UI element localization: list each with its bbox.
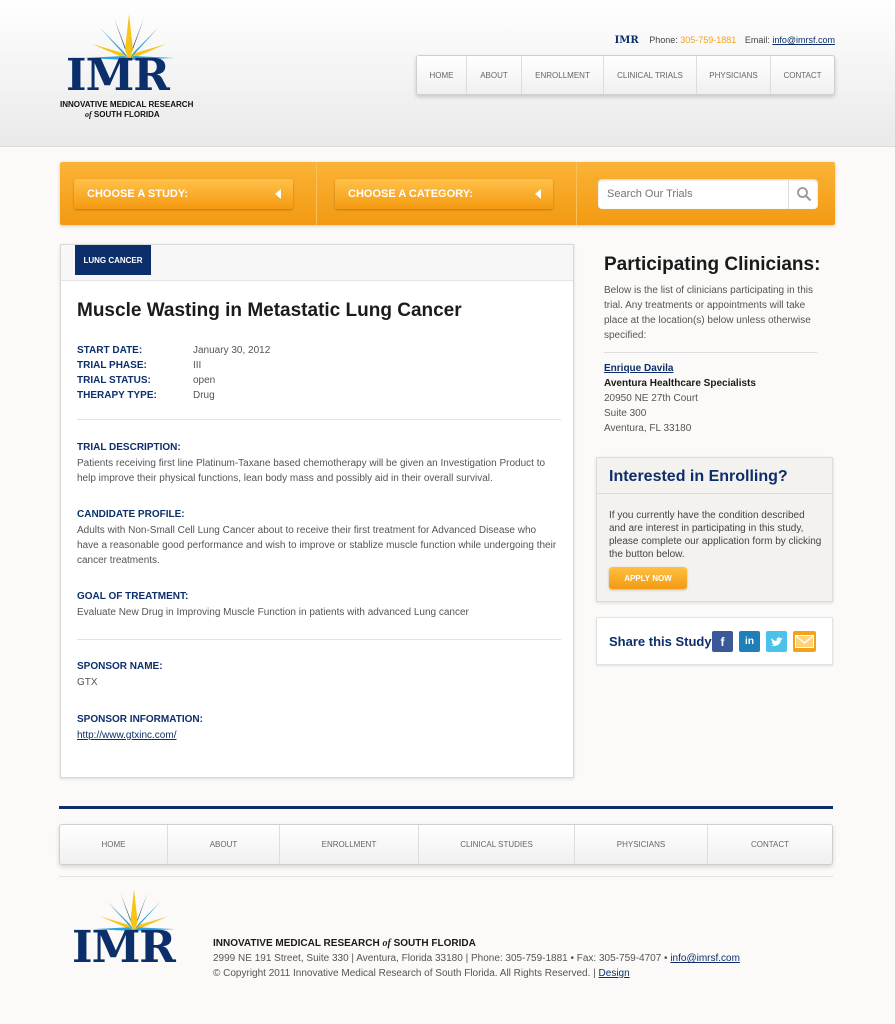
search-box bbox=[598, 179, 818, 209]
enroll-text: If you currently have the condition described and are interest in participating in this study, please complete our application form by clicking the button below. bbox=[609, 510, 822, 560]
sponsor-information bbox=[77, 714, 557, 743]
email-label: Email: bbox=[744, 35, 770, 45]
footer-nav-physicians[interactable]: PHYSICIANS bbox=[575, 825, 708, 864]
meta-row bbox=[77, 388, 270, 403]
trial-description bbox=[77, 442, 557, 486]
footer-info bbox=[213, 936, 740, 981]
section-heading: SPONSOR NAME: bbox=[77, 661, 163, 672]
clinicians-heading: Participating Clinicians: bbox=[604, 254, 821, 275]
email-link[interactable]: info@imrsf.com bbox=[772, 35, 835, 45]
choose-study-label: CHOOSE A STUDY: bbox=[87, 188, 189, 200]
section-text: Patients receiving first line Platinum-Taxane based chemotherapy will be given an Investigation Product to help improve their physical functions, lean body mass and possibly aid in their overall survival. bbox=[77, 458, 546, 484]
logo-tagline-1: INNOVATIVE MEDICAL RESEARCH bbox=[60, 100, 194, 109]
meta-label: START DATE: bbox=[77, 345, 143, 356]
header-contact bbox=[615, 35, 835, 46]
footer-rule bbox=[59, 806, 833, 809]
clinician-org: Aventura Healthcare Specialists bbox=[604, 378, 756, 389]
twitter-bird-glyph bbox=[770, 636, 784, 648]
meta-value: January 30, 2012 bbox=[193, 345, 271, 356]
meta-value: open bbox=[193, 375, 216, 386]
footer-nav-clinical-studies[interactable]: CLINICAL STUDIES bbox=[419, 825, 575, 864]
meta-row bbox=[77, 358, 270, 373]
meta-value: Drug bbox=[193, 390, 215, 401]
filter-divider bbox=[316, 162, 317, 225]
sponsor-link[interactable]: http://www.gtxinc.com/ bbox=[77, 730, 177, 741]
category-tag[interactable]: LUNG CANCER bbox=[75, 245, 151, 275]
apply-now-button[interactable]: APPLY NOW bbox=[609, 567, 687, 589]
sponsor-name bbox=[77, 661, 557, 690]
footer-nav-enrollment[interactable]: ENROLLMENT bbox=[280, 825, 419, 864]
filter-divider bbox=[576, 162, 577, 225]
footer-logo-wordmark: IMR bbox=[72, 922, 175, 973]
enroll-box bbox=[596, 457, 833, 602]
meta-label: TRIAL PHASE: bbox=[77, 360, 147, 371]
footer-logo[interactable] bbox=[72, 888, 197, 973]
nav-enrollment[interactable]: ENROLLMENT bbox=[522, 56, 604, 94]
site-logo[interactable] bbox=[60, 14, 200, 122]
clinician-name-link[interactable]: Enrique Davila bbox=[604, 363, 674, 374]
nav-home[interactable]: HOME bbox=[417, 56, 467, 94]
phone-label: Phone: bbox=[649, 35, 678, 45]
logo-tagline-2: of SOUTH FLORIDA bbox=[85, 110, 160, 119]
nav-physicians[interactable]: PHYSICIANS bbox=[697, 56, 771, 94]
logo-wordmark: IMR bbox=[66, 50, 169, 101]
footer-org-name: INNOVATIVE MEDICAL RESEARCH of SOUTH FLORIDA bbox=[213, 938, 476, 949]
clinician-entry bbox=[604, 361, 756, 436]
mini-logo: IMR bbox=[614, 35, 639, 46]
trial-card bbox=[60, 244, 574, 778]
section-heading: TRIAL DESCRIPTION: bbox=[77, 442, 181, 453]
footer-nav-contact[interactable]: CONTACT bbox=[750, 840, 790, 849]
trial-title: Muscle Wasting in Metastatic Lung Cancer bbox=[77, 300, 462, 321]
section-heading: CANDIDATE PROFILE: bbox=[77, 509, 185, 520]
filter-bar bbox=[60, 162, 835, 225]
nav-contact[interactable]: CONTACT bbox=[783, 70, 822, 80]
email-icon[interactable] bbox=[793, 631, 816, 652]
clinician-address-line: 20950 NE 27th Court bbox=[604, 393, 698, 404]
search-icon bbox=[796, 186, 812, 202]
search-button[interactable] bbox=[788, 179, 818, 209]
footer-nav-home[interactable]: HOME bbox=[60, 825, 168, 864]
meta-value: III bbox=[193, 360, 202, 371]
footer-email-link[interactable]: info@imrsf.com bbox=[670, 953, 740, 964]
footer-nav bbox=[59, 824, 833, 865]
facebook-icon[interactable]: f bbox=[712, 631, 733, 652]
choose-study-dropdown[interactable] bbox=[74, 179, 293, 209]
divider bbox=[77, 639, 561, 640]
clinicians-description: Below is the list of clinicians participating in this trial. Any treatments or appointments will take place at the location(s) below unless otherwise specified: bbox=[604, 285, 813, 341]
section-text: GTX bbox=[77, 677, 98, 688]
candidate-profile bbox=[77, 509, 557, 568]
footer-address: 2999 NE 191 Street, Suite 330 | Aventura, Florida 33180 | Phone: 305-759-1881 • Fax: 305-759-4707 • info@imrsf.com bbox=[213, 953, 740, 964]
section-text: Adults with Non-Small Cell Lung Cancer about to receive their first treatment for Advanced Disease who have a reasonable good performance and wish to improve or stablize muscle function while undergoing their cancer treatments. bbox=[77, 525, 557, 566]
footer-copyright: © Copyright 2011 Innovative Medical Research of South Florida. All Rights Reserved. | Design bbox=[213, 968, 630, 979]
linkedin-icon[interactable]: in bbox=[739, 631, 760, 652]
clinician-address-line: Suite 300 bbox=[604, 408, 647, 419]
meta-label: TRIAL STATUS: bbox=[77, 375, 151, 386]
nav-about[interactable]: ABOUT bbox=[467, 56, 522, 94]
goal-of-treatment bbox=[77, 591, 557, 620]
trial-meta bbox=[77, 343, 270, 403]
twitter-icon[interactable] bbox=[766, 631, 787, 652]
share-heading: Share this Study bbox=[609, 634, 712, 649]
caret-left-icon bbox=[535, 189, 541, 199]
section-heading: GOAL OF TREATMENT: bbox=[77, 591, 189, 602]
footer-nav-about[interactable]: ABOUT bbox=[168, 825, 280, 864]
top-nav bbox=[416, 55, 835, 95]
meta-row bbox=[77, 343, 270, 358]
share-box bbox=[596, 617, 833, 665]
enroll-heading: Interested in Enrolling? bbox=[597, 458, 832, 494]
section-heading: SPONSOR INFORMATION: bbox=[77, 714, 203, 725]
divider bbox=[604, 352, 817, 353]
envelope-glyph bbox=[795, 635, 814, 648]
divider bbox=[77, 419, 561, 420]
choose-category-label: CHOOSE A CATEGORY: bbox=[348, 188, 473, 200]
design-link[interactable]: Design bbox=[598, 968, 630, 979]
phone-number: 305-759-1881 bbox=[680, 35, 737, 45]
section-text: Evaluate New Drug in Improving Muscle Function in patients with advanced Lung cancer bbox=[77, 607, 469, 618]
caret-left-icon bbox=[275, 189, 281, 199]
choose-category-dropdown[interactable] bbox=[335, 179, 553, 209]
meta-row bbox=[77, 373, 270, 388]
divider bbox=[59, 876, 833, 877]
search-input[interactable] bbox=[598, 179, 788, 209]
nav-clinical-trials[interactable]: CLINICAL TRIALS bbox=[604, 56, 697, 94]
clinician-address-line: Aventura, FL 33180 bbox=[604, 423, 692, 434]
meta-label: THERAPY TYPE: bbox=[77, 390, 157, 401]
